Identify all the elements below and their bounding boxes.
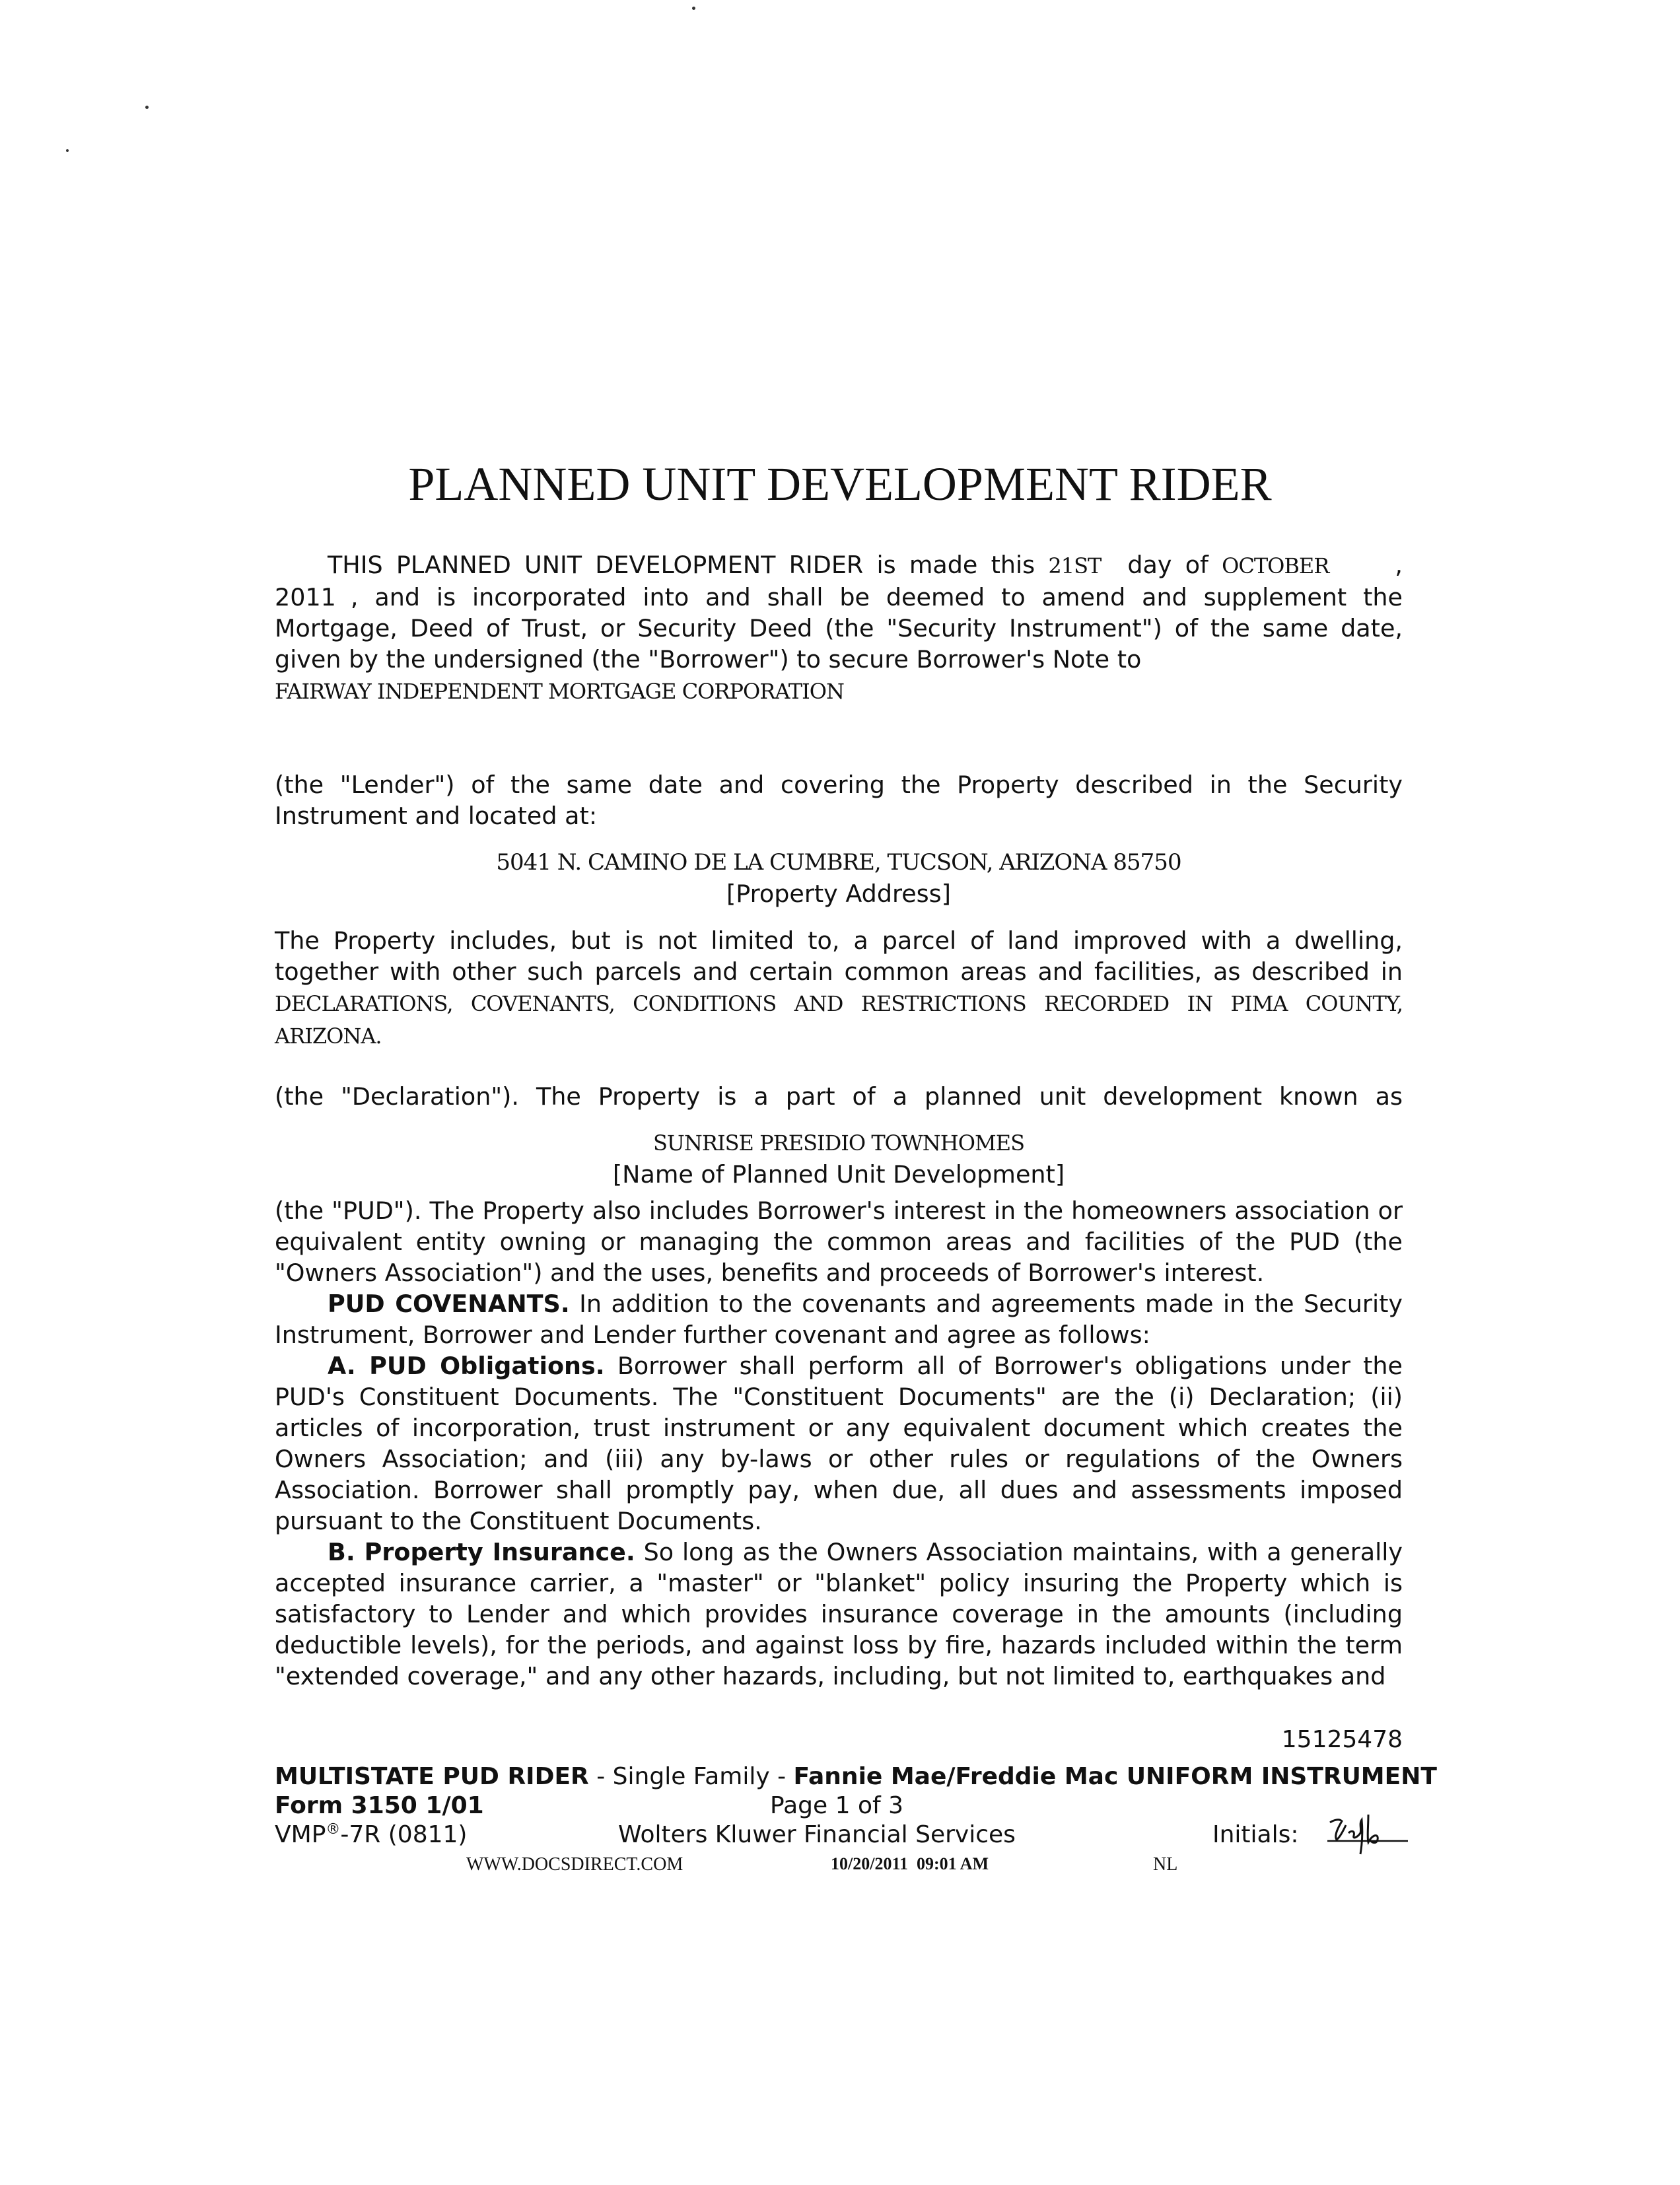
- print-timestamp: 10/20/2011 09:01 AM: [831, 1854, 989, 1873]
- covenants-heading: PUD COVENANTS.: [328, 1290, 570, 1318]
- scan-speck: [145, 106, 149, 109]
- intro-text-2: day of: [1127, 551, 1208, 579]
- preparer-code: NL: [1153, 1854, 1178, 1875]
- section-a: A. PUD Obligations. Borrower shall perform all of Borrower's obligations under the PUD's Constituent Documents. The "Constituent Documents" are the (i) Declaration; (ii) articles of incorporation, trust instrument or any equivalent document which creates the Owners Association; and (iii) any by-laws or other rules or regulations of the Owners Association. Borrower shall promptly pay, when due, all dues and assessments imposed pursuant to the Constituent Documents.: [275, 1352, 1403, 1535]
- property-paragraph: The Property includes, but is not limited to, a parcel of land improved with a dwelling, together with other such parcels and certain common areas and facilities, as described in DECLARATIONS, COVENANTS, CONDITIONS AND RESTRICTIONS RECORDED IN PIMA COUNTY, ARIZONA.: [275, 926, 1403, 1049]
- docsdirect-url: WWW.DOCSDIRECT.COM: [466, 1854, 683, 1875]
- lender-name: FAIRWAY INDEPENDENT MORTGAGE CORPORATION: [275, 679, 844, 704]
- pud-name-caption: [Name of Planned Unit Development]: [612, 1160, 1065, 1189]
- lender-paragraph: (the "Lender") of the same date and covering the Property described in the Security Instrument and located at:: [275, 771, 1403, 830]
- pud-paragraph: (the "PUD"). The Property also includes Borrower's interest in the homeowners association or equivalent entity owning or managing the common areas and facilities of the PUD (the "Owners Association") and the uses, benefits and proceeds of Borrower's interest.: [275, 1197, 1403, 1287]
- loan-number: 15125478: [1281, 1726, 1403, 1753]
- document-body: [275, 549, 1403, 1692]
- covenants-paragraph: PUD COVENANTS. In addition to the covenants and agreements made in the Security Instrument, Borrower and Lender further covenant and agree as follows:: [275, 1290, 1403, 1349]
- section-b-heading: B. Property Insurance.: [328, 1538, 635, 1566]
- section-a-heading: A. PUD Obligations.: [328, 1352, 605, 1380]
- scan-speck: [66, 149, 69, 152]
- property-address-caption: [Property Address]: [726, 880, 951, 908]
- intro-text-3: , and is incorporated into and shall be deemed to amend and supplement the Mortgage, Deed of Trust, or Security Deed (the "Security Instrument") of the same date, given by the undersigned (the "Borrower") to secure Borrower's Note to: [275, 583, 1403, 674]
- single-family-label: Single Family: [612, 1763, 770, 1790]
- declaration-paragraph: (the "Declaration"). The Property is a part of a planned unit development known as: [275, 1082, 1403, 1111]
- form-number: Form 3150 1/01: [275, 1792, 484, 1819]
- document-title: PLANNED UNIT DEVELOPMENT RIDER: [408, 458, 1272, 510]
- intro-comma: ,: [1395, 551, 1403, 579]
- intro-paragraph: [275, 549, 1403, 675]
- page-number: Page 1 of 3: [770, 1792, 903, 1819]
- publisher: Wolters Kluwer Financial Services: [618, 1821, 1016, 1848]
- initials-signature: [1325, 1808, 1411, 1857]
- section-b: B. Property Insurance. So long as the Owners Association maintains, with a generally accepted insurance carrier, a "master" or "blanket" policy insuring the Property which is satisfactory to Lender and which provides insurance coverage in the amounts (including deductible levels), for the periods, and against loss by fire, hazards included within the term "extended coverage," and any other hazards, including, but not limited to, earthquakes and: [275, 1538, 1403, 1690]
- pud-name: SUNRISE PRESIDIO TOWNHOMES: [653, 1130, 1024, 1156]
- rider-month: OCTOBER: [1222, 553, 1329, 578]
- form-title: MULTISTATE PUD RIDER: [275, 1763, 589, 1790]
- property-address: 5041 N. CAMINO DE LA CUMBRE, TUCSON, ARIZONA 85750: [496, 849, 1181, 876]
- rider-year: 2011: [275, 583, 336, 611]
- rider-day: 21ST: [1048, 553, 1102, 578]
- footer-form-number-line: [275, 1792, 1403, 1819]
- uniform-instrument-label: Fannie Mae/Freddie Mac UNIFORM INSTRUMENT: [793, 1763, 1437, 1790]
- vmp-code: VMP®-7R (0811): [275, 1821, 468, 1848]
- declaration-text: DECLARATIONS, COVENANTS, CONDITIONS AND RESTRICTIONS RECORDED IN PIMA COUNTY, ARIZONA.: [275, 991, 1403, 1049]
- footer-form-line: MULTISTATE PUD RIDER - Single Family - Fannie Mae/Freddie Mac UNIFORM INSTRUMENT: [275, 1763, 1437, 1790]
- initials-label: Initials:: [1212, 1821, 1299, 1848]
- scan-speck: [692, 7, 695, 10]
- intro-text-1: THIS PLANNED UNIT DEVELOPMENT RIDER is made this: [328, 551, 1035, 579]
- footer-publisher-line: [275, 1821, 1403, 1848]
